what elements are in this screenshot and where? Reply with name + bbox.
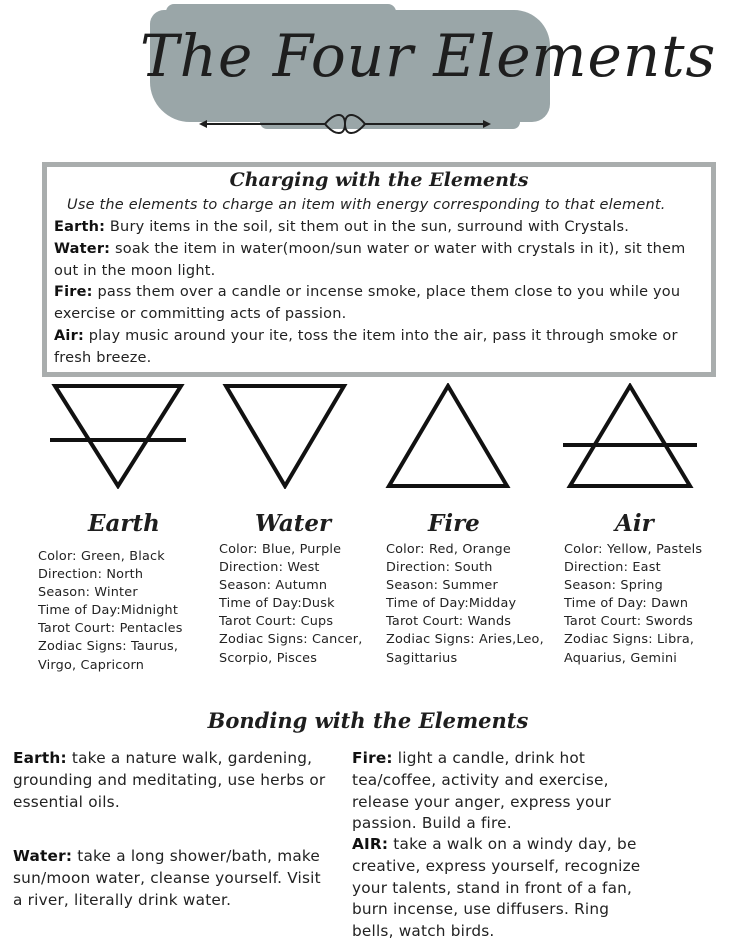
water-symbol-icon bbox=[222, 383, 348, 489]
page-title: The Four Elements bbox=[140, 22, 717, 90]
element-info-earth: Color: Green, Black Direction: North Season: Winter Time of Day:Midnight Tarot Court: Pentacles Zodiac Signs: Taurus, Virgo, Capricorn bbox=[38, 549, 183, 673]
flourish-divider-icon bbox=[195, 112, 495, 136]
bonding-air: AIR: take a walk on a windy day, be creative, express yourself, recognize your talents, stand in front of a fan, burn incense, use diffusers. Ring bells, watch birds. bbox=[352, 835, 641, 941]
bonding-fire: Fire: light a candle, drink hot tea/coffee, activity and exercise, release your anger, express your passion. Build a fire. bbox=[352, 749, 611, 833]
bonding-earth: Earth: take a nature walk, gardening, grounding and meditating, use herbs or essential oils. bbox=[13, 749, 326, 811]
charging-box bbox=[42, 162, 716, 377]
bonding-title: Bonding with the Elements bbox=[207, 708, 529, 733]
earth-symbol-icon bbox=[50, 383, 186, 489]
element-info-fire: Color: Red, Orange Direction: South Season: Summer Time of Day:Midday Tarot Court: Wands Zodiac Signs: Aries,Leo, Sagittarius bbox=[386, 542, 544, 666]
charging-item-fire: Fire: pass them over a candle or incense smoke, place them close to you while you exercise or committing acts of passion. bbox=[54, 284, 681, 323]
charging-item-earth: Earth: Bury items in the soil, sit them out in the sun, surround with Crystals. bbox=[54, 219, 630, 235]
charging-item-air: Air: play music around your ite, toss the item into the air, pass it through smoke or fresh breeze. bbox=[54, 327, 678, 366]
element-name-air: Air bbox=[615, 510, 654, 537]
element-info-water: Color: Blue, Purple Direction: West Season: Autumn Time of Day:Dusk Tarot Court: Cups Zodiac Signs: Cancer, Scorpio, Pisces bbox=[219, 542, 363, 666]
charging-intro: Use the elements to charge an item with energy corresponding to that element. bbox=[67, 197, 666, 213]
fire-symbol-icon bbox=[385, 383, 511, 489]
element-name-water: Water bbox=[255, 510, 332, 537]
charging-item-water: Water: soak the item in water(moon/sun water or water with crystals in it), sit them out in the moon light. bbox=[54, 240, 686, 279]
air-symbol-icon bbox=[563, 383, 697, 489]
charging-title: Charging with the Elements bbox=[229, 169, 529, 191]
bonding-water: Water: take a long shower/bath, make sun/moon water, cleanse yourself. Visit a river, literally drink water. bbox=[13, 847, 321, 909]
element-name-earth: Earth bbox=[88, 510, 160, 537]
charging-list bbox=[54, 217, 704, 370]
element-name-fire: Fire bbox=[428, 510, 480, 537]
element-info-air: Color: Yellow, Pastels Direction: East Season: Spring Time of Day: Dawn Tarot Court: Swords Zodiac Signs: Libra, Aquarius, Gemini bbox=[564, 542, 703, 666]
